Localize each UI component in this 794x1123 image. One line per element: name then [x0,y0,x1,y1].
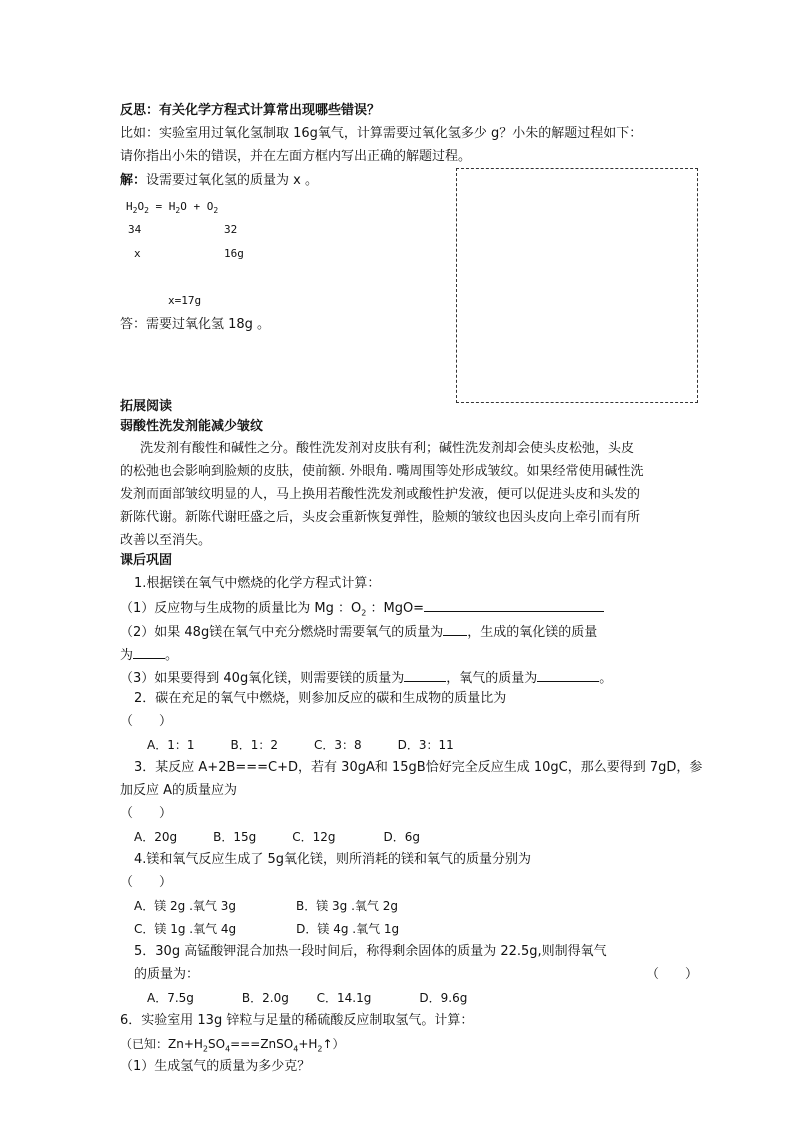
question-5-options: A．7.5g B．2.0g C．14.1g D．9.6g [147,991,468,1005]
reading-line-3: 发剂而面部皱纹明显的人，马上换用若酸性洗发剂或酸性护发液，便可以促进头皮和头发的 [120,487,641,502]
answer-blank[interactable] [537,669,599,682]
question-5-line-1: 5．30g 高锰酸钾混合加热一段时间后，称得剩余固体的质量为 22.5g,则制得氧气 [134,944,607,959]
mass-right: 16g [224,247,244,260]
reading-heading: 拓展阅读 [120,399,173,414]
question-2: 2．碳在充足的氧气中燃烧，则参加反应的碳和生成物的质量比为 [134,691,507,706]
molar-mass-right: 32 [224,223,238,236]
exercise-heading: 课后巩固 [120,553,173,568]
mass-left: x [134,247,141,260]
question-4-options-cd: C．镁 1g .氧气 4g D．镁 4g .氧气 1g [134,922,400,936]
question-6-known: （已知：$Zn+H_2SO_4===ZnSO_4+H_2↑$） [120,1037,345,1054]
reading-line-4: 新陈代谢。新陈代谢旺盛之后，头皮会重新恢复弹性，脸颊的皱纹也因头皮向上牵引而有所 [120,510,641,525]
question-2-options: A．1：1 B．1：2 C．3：8 D．3：11 [147,738,454,752]
reflection-heading: 反思：有关化学方程式计算常出现哪些错误？ [120,103,381,118]
reading-line-5: 改善以至消失。 [120,533,212,548]
answer-blank[interactable] [404,669,446,682]
question-4-paren: （ ） [120,875,173,890]
solution-text: 设需要过氧化氢的质量为 x 。 [146,173,318,188]
answer-blank[interactable] [443,623,467,636]
answer-line: 答：需要过氧化氢 18g 。 [120,317,271,332]
answer-blank[interactable] [133,646,165,659]
reading-line-1: 洗发剂有酸性和碱性之分。酸性洗发剂对皮肤有利；碱性洗发剂却会使头皮松弛，头皮 [140,441,635,456]
reflection-line-2: 请你指出小朱的错误，并在左面方框内写出正确的解题过程。 [120,149,472,164]
solution-label: 解： [120,173,147,188]
question-4: 4.镁和氧气反应生成了 5g氧化镁，则所消耗的镁和氧气的质量分别为 [134,852,532,867]
reading-line-2: 的松弛也会影响到脸颊的皮肤，使前额. 外眼角. 嘴周围等处形成皱纹。如果经常使用碱性洗 [120,464,644,479]
solution-line [120,173,318,189]
molar-mass-left: 34 [128,223,142,236]
question-6: 6．实验室用 13g 锌粒与足量的稀硫酸反应制取氢气。计算： [120,1013,474,1028]
answer-box [456,168,698,403]
reflection-line-1: 比如：实验室用过氧化氢制取 16g氧气，计算需要过氧化氢多少 g？小朱的解题过程如下： [120,126,643,141]
equation: $H_2O_2 = H_2O + O_2$ [126,200,219,216]
reading-title: 弱酸性洗发剂能减少皱纹 [120,419,264,434]
question-3-options: A．20g B．15g C．12g D．6g [134,830,420,844]
question-1: 1.根据镁在氧气中燃烧的化学方程式计算： [134,576,381,591]
question-6-part-1: （1）生成氢气的质量为多少克？ [120,1059,311,1074]
question-3-line-1: 3．某反应 A+2B===C+D，若有 30gA和 15gB恰好完全反应生成 10gC，那么要得到 7gD，参 [134,760,703,775]
question-1-part-2-cont: 为 。 [120,648,179,663]
question-1-part-2: （2）如果 48g镁在氧气中充分燃烧时需要氧气的质量为 ，生成的氧化镁的质量 [120,625,598,640]
question-1-part-3: （3）如果要得到 40g氧化镁，则需要镁的质量为 ，氧气的质量为 。 [120,671,613,686]
question-4-options-ab: A．镁 2g .氧气 3g B．镁 3g .氧气 2g [134,899,398,913]
question-5-line-2: 的质量为： [134,967,200,982]
answer-blank[interactable] [424,599,604,612]
question-1-part-1: （1）反应物与生成物的质量比为 Mg ：$O_2$ ：MgO= [120,599,604,617]
question-3-paren: （ ） [120,806,173,821]
question-3-line-2: 加反应 A的质量应为 [120,783,238,798]
question-2-paren: （ ） [120,714,173,729]
question-5-paren: （ ） [646,967,699,982]
result: x=17g [168,294,202,307]
